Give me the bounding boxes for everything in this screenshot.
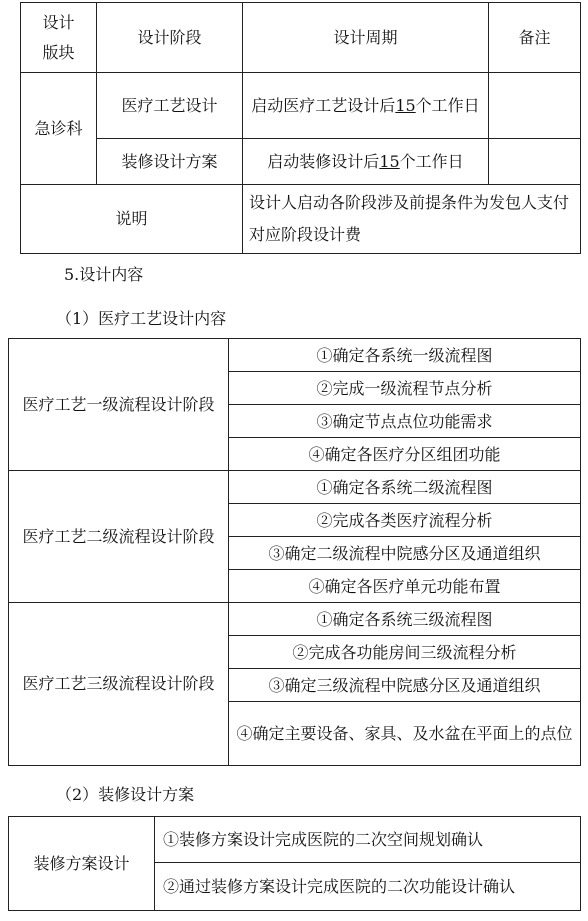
table-row xyxy=(9,817,581,863)
explain-label: 说明 xyxy=(21,185,243,254)
list-item: ①确定各系统二级流程图 xyxy=(229,471,581,504)
header-module: 设计 版块 xyxy=(21,3,97,73)
table-row xyxy=(21,185,581,254)
block-cell: 急诊科 xyxy=(21,73,97,185)
section-title: 5.设计内容 xyxy=(64,265,144,284)
list-item: ④确定各医疗单元功能布置 xyxy=(229,570,581,603)
header-stage: 设计阶段 xyxy=(97,3,243,73)
medical-process-table xyxy=(8,338,581,766)
table-row xyxy=(9,603,581,636)
stage-cell: 医疗工艺三级流程设计阶段 xyxy=(9,603,229,766)
table-row xyxy=(21,73,581,139)
list-item: ②通过装修方案设计完成医院的二次功能设计确认 xyxy=(155,863,581,911)
list-item: ③确定三级流程中院感分区及通道组织 xyxy=(229,669,581,702)
note-cell xyxy=(489,139,581,185)
period-cell: 启动医疗工艺设计后15个工作日 xyxy=(243,73,489,139)
subsection-title: （1）医疗工艺设计内容 xyxy=(56,309,227,328)
list-item: ①装修方案设计完成医院的二次空间规划确认 xyxy=(155,817,581,863)
table-header-row xyxy=(21,3,581,73)
note-cell xyxy=(489,73,581,139)
explain-text: 设计人启动各阶段涉及前提条件为发包人支付对应阶段设计费 xyxy=(243,185,581,254)
list-item: ①确定各系统一级流程图 xyxy=(229,339,581,372)
header-note: 备注 xyxy=(489,3,581,73)
list-item: ②完成各功能房间三级流程分析 xyxy=(229,636,581,669)
days-value: 15 xyxy=(395,95,416,115)
list-item: ④确定主要设备、家具、及水盆在平面上的点位 xyxy=(229,702,581,766)
list-item: ④确定各医疗分区组团功能 xyxy=(229,438,581,471)
list-item: ②完成一级流程节点分析 xyxy=(229,372,581,405)
header-period: 设计周期 xyxy=(243,3,489,73)
table-row xyxy=(21,139,581,185)
stage-cell: 医疗工艺一级流程设计阶段 xyxy=(9,339,229,471)
list-item: ③确定节点点位功能需求 xyxy=(229,405,581,438)
subsection-title: （2）装修设计方案 xyxy=(56,785,195,804)
list-item: ②完成各类医疗流程分析 xyxy=(229,504,581,537)
days-value: 15 xyxy=(379,151,400,171)
stage-cell: 装修设计方案 xyxy=(97,139,243,185)
schedule-table xyxy=(20,2,581,254)
list-item: ③确定二级流程中院感分区及通道组织 xyxy=(229,537,581,570)
decoration-label: 装修方案设计 xyxy=(9,817,155,911)
list-item: ①确定各系统三级流程图 xyxy=(229,603,581,636)
period-cell: 启动装修设计后15个工作日 xyxy=(243,139,489,185)
table-row xyxy=(9,339,581,372)
table-row xyxy=(9,471,581,504)
stage-cell: 医疗工艺二级流程设计阶段 xyxy=(9,471,229,603)
decoration-table xyxy=(8,816,581,911)
stage-cell: 医疗工艺设计 xyxy=(97,73,243,139)
